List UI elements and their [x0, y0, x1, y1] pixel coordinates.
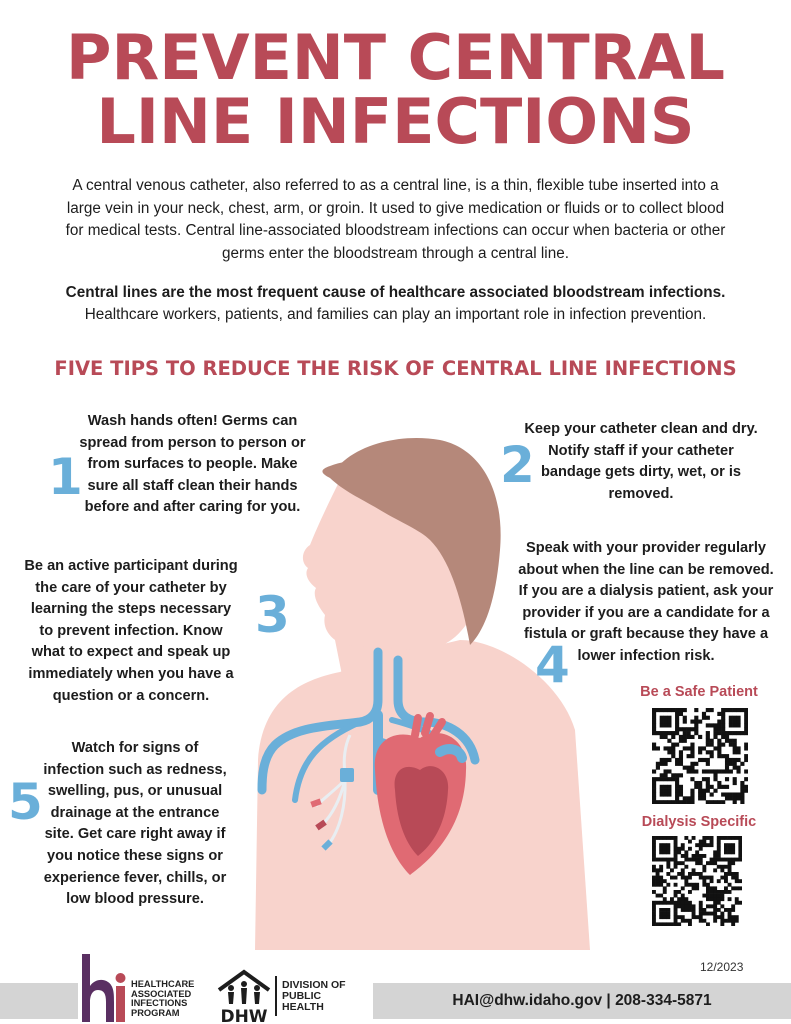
page-title: [0, 21, 791, 158]
qr-code-pattern: [652, 836, 742, 926]
intro-paragraph: [40, 175, 751, 265]
dhw-logo-icon: [213, 968, 275, 1024]
tip-3-number: 3: [255, 586, 290, 644]
title-line-1: PREVENT CENTRAL: [66, 21, 725, 94]
qr-label-dialysis: Dialysis Specific: [641, 814, 757, 830]
intro-line: for medical tests. Central line-associated bloodstream infections can occur when bacteria or other: [65, 222, 726, 239]
qr-label-safe-patient: Be a Safe Patient: [640, 684, 758, 700]
tip-2-number: 2: [500, 436, 535, 494]
tip-4-text: Speak with your provider regularly about when the line can be removed. If you are a dialysis patient, ask your provider if you are a candidate for a fistula or graft because they have a lower infection risk.: [518, 540, 774, 664]
hai-logo-icon: [78, 952, 133, 1024]
publish-date: 12/2023: [700, 960, 744, 974]
qr-code-icon[interactable]: [652, 708, 748, 804]
tips-heading: FIVE TIPS TO REDUCE THE RISK OF CENTRAL LINE INFECTIONS: [54, 357, 737, 380]
tip-5-text: Watch for signs of infection such as redness, swelling, pus, or unusual drainage at the entrance site. Get care right away if you notice these signs or experience fever, chills, or low blood pressure.: [43, 740, 227, 908]
dhw-logo-divider: [275, 976, 277, 1016]
tip-1-number: 1: [48, 448, 83, 506]
tip-2-text: Keep your catheter clean and dry. Notify staff if your catheter bandage gets dirty, wet, or is removed.: [524, 421, 758, 502]
title-line-2: LINE INFECTIONS: [96, 85, 695, 158]
tip-1-text: Wash hands often! Germs can spread from person to person or from surfaces to people. Make sure all staff clean their hands before and after caring for you.: [79, 413, 306, 516]
intro-emphasis: [40, 282, 751, 326]
qr-code-icon[interactable]: [652, 836, 742, 926]
qr-code-pattern: [652, 708, 748, 804]
intro-line: A central venous catheter, also referred to as a central line, is a thin, flexible tube inserted into a: [72, 177, 719, 194]
footer-bar-left: [0, 983, 78, 1019]
intro-line: germs enter the bloodstream through a central line.: [222, 244, 569, 262]
svg-text:DHW: DHW: [220, 1007, 268, 1024]
tip-5-number: 5: [8, 773, 43, 831]
tip-3-text: Be an active participant during the care of your catheter by learning the steps necessary to prevent infection. Know what to expect and speak up immediately when you have a question or a concern.: [24, 558, 238, 704]
contact-info[interactable]: HAI@dhw.idaho.gov | 208-334-5871: [452, 992, 712, 1009]
intro-bold-line: Central lines are the most frequent cause of healthcare associated bloodstream infections.: [65, 284, 726, 301]
intro-line-after-bold: Healthcare workers, patients, and families can play an important role in infection prevention.: [84, 306, 707, 323]
hai-logo-text: HEALTHCARE ASSOCIATED INFECTIONS PROGRAM: [131, 979, 195, 1018]
intro-line: large vein in your neck, chest, arm, or groin. It used to give medication or fluids or to collect blood: [66, 199, 725, 217]
tip-4-number: 4: [535, 636, 570, 694]
dhw-logo-text: DIVISION OF PUBLIC HEALTH: [282, 979, 346, 1013]
